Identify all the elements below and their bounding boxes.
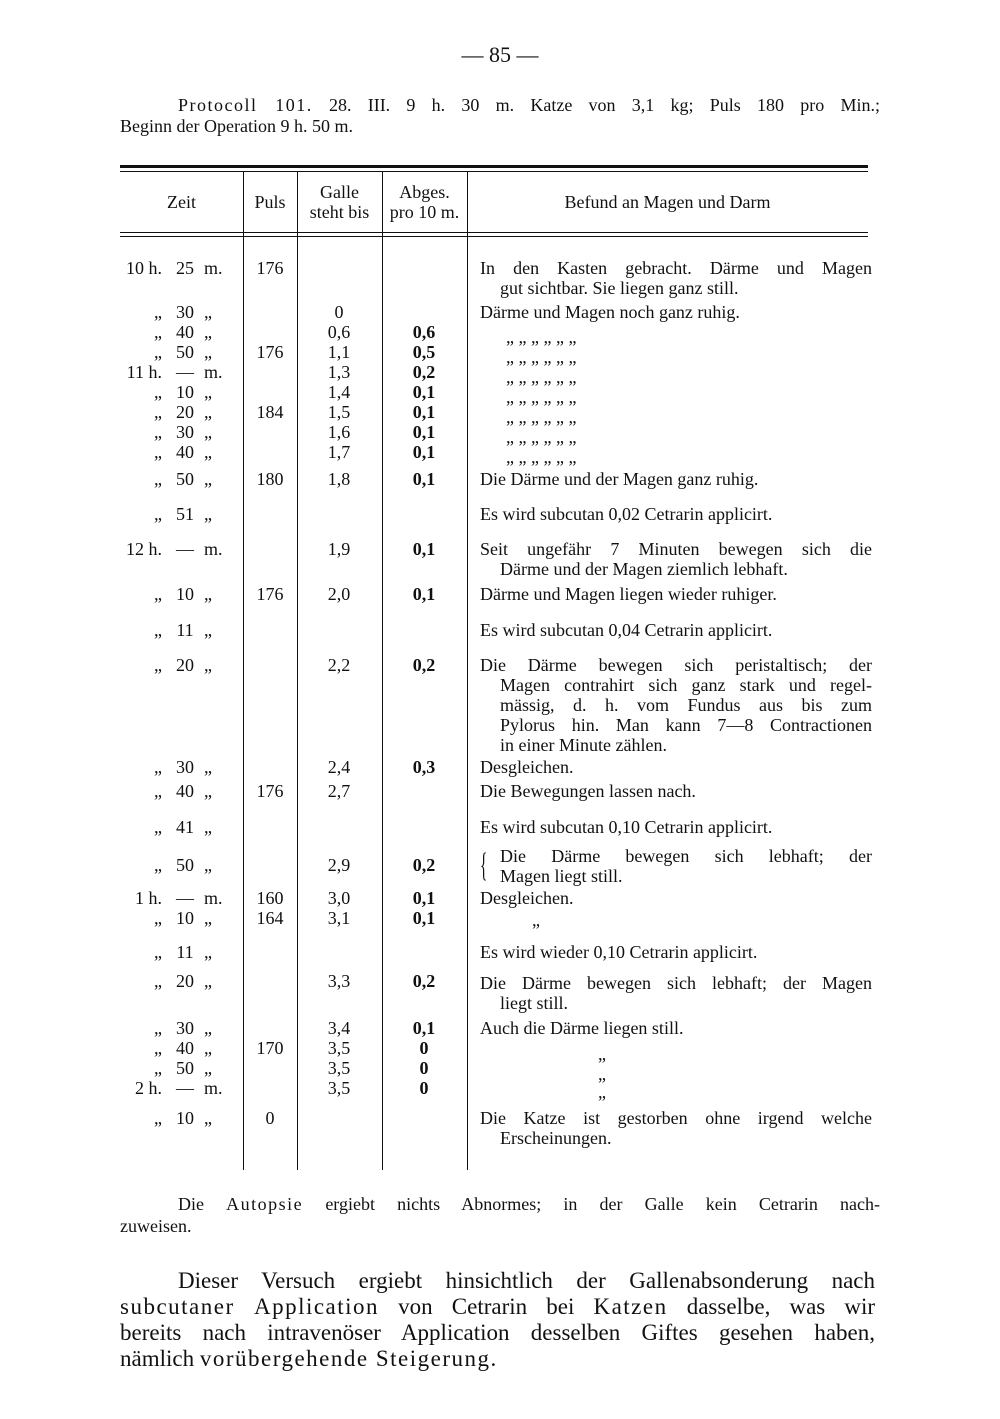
time-hour: „ [154, 781, 162, 801]
time-unit: „ [204, 757, 212, 777]
time-minute: 40 [176, 442, 194, 462]
pulse-value: 176 [256, 342, 284, 362]
ditto-marks: „ „ „ „ „ „ [506, 367, 577, 387]
time-unit: „ [204, 469, 212, 489]
ditto-marks: „ „ „ „ „ „ [506, 447, 577, 467]
bile-level-value: 3,0 [327, 888, 351, 908]
bile-level-value: 2,0 [327, 584, 351, 604]
table-header-rule-thin [120, 236, 868, 237]
ditto-marks: „ „ „ „ „ „ [506, 407, 577, 427]
autopsy-word: Autopsie [226, 1194, 304, 1214]
time-minute: 30 [176, 757, 194, 777]
ditto-marks: „ „ „ „ „ „ [506, 387, 577, 407]
header-abges-line1: Abges. [399, 182, 450, 202]
time-minute: 50 [176, 469, 194, 489]
header-zeit: Zeit [167, 192, 196, 212]
secreted-per-10min-value: 0,2 [412, 855, 436, 875]
time-hour: „ [154, 584, 162, 604]
header-galle-line2: steht bis [309, 202, 370, 222]
secreted-per-10min-value: 0,1 [412, 382, 436, 402]
time-minute: 20 [176, 655, 194, 675]
time-unit: „ [204, 655, 212, 675]
time-unit: „ [204, 504, 212, 524]
secreted-per-10min-value: 0,2 [412, 362, 436, 382]
time-minute: 20 [176, 971, 194, 991]
time-unit: „ [204, 442, 212, 462]
bile-level-value: 3,1 [327, 908, 351, 928]
bile-level-value: 1,5 [327, 402, 351, 422]
time-minute: 41 [176, 817, 194, 837]
bile-level-value: 3,5 [327, 1058, 351, 1078]
ditto-mark: „ [598, 1082, 606, 1102]
finding-entry: Die Därme und der Magen ganz ruhig. [480, 469, 759, 489]
time-minute: 30 [176, 302, 194, 322]
secreted-per-10min-value: 0,1 [412, 539, 436, 559]
time-minute: 11 [176, 620, 194, 640]
time-unit: „ [204, 942, 212, 962]
finding-entry: Desgleichen. [480, 757, 574, 777]
time-minute: 50 [176, 855, 194, 875]
time-minute: 30 [176, 422, 194, 442]
finding-text: Magen contrahirt sich ganz stark und regel- [500, 675, 872, 695]
pulse-value: 164 [256, 908, 284, 928]
protocol-number: Protocoll 101. [178, 95, 313, 115]
time-hour: „ [154, 655, 162, 675]
time-unit: „ [204, 342, 212, 362]
summary-paragraph [120, 1268, 875, 1372]
pulse-value: 180 [256, 469, 284, 489]
time-hour: „ [154, 817, 162, 837]
secreted-per-10min-value: 0,1 [412, 584, 436, 604]
time-unit: m. [204, 362, 223, 382]
bile-level-value: 2,4 [327, 757, 351, 777]
pulse-value: 176 [256, 584, 284, 604]
time-unit: m. [204, 888, 223, 908]
time-hour: „ [154, 342, 162, 362]
time-unit: „ [204, 422, 212, 442]
column-divider [243, 172, 244, 1170]
ditto-mark: „ [532, 910, 540, 930]
time-unit: „ [204, 817, 212, 837]
table-top-rule-thin [120, 171, 868, 172]
time-hour: „ [154, 422, 162, 442]
bile-level-value: 1,1 [327, 342, 351, 362]
ditto-marks: „ „ „ „ „ „ [506, 327, 577, 347]
time-hour: „ [154, 971, 162, 991]
time-unit: „ [204, 908, 212, 928]
finding-text: mässig, d. h. vom Fundus aus bis zum [500, 695, 872, 715]
time-hour: „ [154, 302, 162, 322]
pulse-value: 176 [256, 781, 284, 801]
time-hour: „ [154, 757, 162, 777]
time-hour: „ [154, 942, 162, 962]
protocol-header [120, 95, 880, 137]
secreted-per-10min-value: 0,5 [412, 342, 436, 362]
secreted-per-10min-value: 0,3 [412, 757, 436, 777]
column-divider [382, 172, 383, 1170]
finding-text: Seit ungefähr 7 Minuten bewegen sich die [480, 539, 872, 559]
finding-text: Die Därme bewegen sich peristaltisch; der [480, 655, 872, 675]
ditto-mark: „ [598, 1044, 606, 1064]
time-unit: „ [204, 302, 212, 322]
bile-level-value: 1,9 [327, 539, 351, 559]
finding-entry [480, 973, 872, 1013]
ditto-mark: „ [598, 1064, 606, 1084]
ditto-marks: „ „ „ „ „ „ [506, 427, 577, 447]
time-unit: m. [204, 258, 223, 278]
finding-entry: Därme und Magen liegen wieder ruhiger. [480, 584, 777, 604]
finding-text: Pylorus hin. Man kann 7—8 Contractionen [500, 715, 872, 735]
header-befund: Befund an Magen und Darm [564, 192, 771, 212]
time-unit: „ [204, 402, 212, 422]
bile-level-value: 2,2 [327, 655, 351, 675]
summary-emphasis: vorübergehende Steigerung. [199, 1346, 498, 1371]
finding-entry [480, 539, 872, 579]
time-unit: m. [204, 1078, 223, 1098]
summary-text: nämlich [120, 1346, 195, 1371]
time-minute: 20 [176, 402, 194, 422]
time-hour: „ [154, 1038, 162, 1058]
finding-entry: Auch die Därme liegen still. [480, 1018, 684, 1038]
bile-level-value: 1,6 [327, 422, 351, 442]
time-unit: „ [204, 1038, 212, 1058]
pulse-value: 160 [256, 888, 284, 908]
time-unit: „ [204, 971, 212, 991]
bile-level-value: 1,3 [327, 362, 351, 382]
finding-text: in einer Minute zählen. [500, 735, 667, 755]
finding-text: Die Därme bewegen sich lebhaft; der Magen [480, 973, 872, 993]
bile-level-value: 2,7 [327, 781, 351, 801]
autopsy-note-text: zuweisen. [120, 1216, 192, 1236]
bile-level-value: 3,4 [327, 1018, 351, 1038]
bile-level-value: 3,5 [327, 1078, 351, 1098]
secreted-per-10min-value: 0,1 [412, 469, 436, 489]
finding-entry [480, 1108, 872, 1148]
finding-text: Erscheinungen. [500, 1128, 612, 1148]
protocol-operation-start: Beginn der Operation 9 h. 50 m. [120, 116, 353, 136]
header-puls: Puls [254, 192, 286, 212]
time-minute: 40 [176, 781, 194, 801]
autopsy-note-text: ergiebt nichts Abnormes; in der Galle kein Cetrarin nach- [325, 1194, 881, 1214]
secreted-per-10min-value: 0 [419, 1078, 429, 1098]
bile-level-value: 0 [334, 302, 344, 322]
bile-level-value: 1,4 [327, 382, 351, 402]
time-hour: 10 h. [126, 258, 162, 278]
finding-text: Magen liegt still. [500, 866, 623, 886]
time-unit: „ [204, 855, 212, 875]
column-divider [297, 172, 298, 1170]
secreted-per-10min-value: 0,1 [412, 908, 436, 928]
finding-entry [480, 846, 872, 886]
time-hour: „ [154, 402, 162, 422]
finding-entry: Desgleichen. [480, 888, 574, 908]
time-unit: „ [204, 382, 212, 402]
summary-line: Dieser Versuch ergiebt hinsichtlich der Gallenabsonderung nach [178, 1268, 875, 1293]
time-minute: 11 [176, 942, 194, 962]
time-minute: 10 [176, 382, 194, 402]
finding-entry: Es wird subcutan 0,02 Cetrarin applicirt. [480, 504, 773, 524]
header-galle [297, 182, 382, 222]
summary-line: bereits nach intravenöser Application desselben Giftes gesehen haben, [120, 1320, 875, 1345]
ditto-marks: „ „ „ „ „ „ [506, 347, 577, 367]
time-minute: 10 [176, 584, 194, 604]
pulse-value: 170 [256, 1038, 284, 1058]
bile-level-value: 2,9 [327, 855, 351, 875]
header-galle-line1: Galle [320, 182, 359, 202]
finding-text: liegt still. [500, 993, 569, 1013]
summary-emphasis: subcutaner Application [120, 1294, 380, 1319]
page-number: — 85 — [461, 42, 539, 67]
time-hour: 2 h. [135, 1078, 162, 1098]
time-unit: „ [204, 1018, 212, 1038]
summary-text: von Cetrarin bei [398, 1294, 575, 1319]
time-minute: 10 [176, 908, 194, 928]
secreted-per-10min-value: 0,1 [412, 1018, 436, 1038]
header-abges-line2: pro 10 m. [389, 202, 460, 222]
pulse-value: 184 [256, 402, 284, 422]
time-hour: „ [154, 620, 162, 640]
secreted-per-10min-value: 0,6 [412, 322, 436, 342]
time-unit: „ [204, 1108, 212, 1128]
finding-entry [480, 655, 872, 755]
time-hour: „ [154, 855, 162, 875]
time-unit: m. [204, 539, 223, 559]
time-minute: 40 [176, 1038, 194, 1058]
finding-text: In den Kasten gebracht. Därme und Magen [480, 258, 872, 278]
time-hour: „ [154, 504, 162, 524]
summary-line [120, 1346, 875, 1372]
finding-entry: Es wird subcutan 0,10 Cetrarin applicirt. [480, 817, 773, 837]
time-hour: „ [154, 469, 162, 489]
secreted-per-10min-value: 0,2 [412, 655, 436, 675]
time-unit: „ [204, 1058, 212, 1078]
time-minute: 40 [176, 322, 194, 342]
time-hour: „ [154, 908, 162, 928]
time-minute: — [176, 539, 194, 559]
finding-entry: Es wird subcutan 0,04 Cetrarin applicirt. [480, 620, 773, 640]
finding-text: Die Katze ist gestorben ohne irgend welche [480, 1108, 872, 1128]
summary-line [120, 1294, 875, 1320]
summary-text: dasselbe, was wir [686, 1294, 876, 1319]
bile-level-value: 3,3 [327, 971, 351, 991]
time-minute: 50 [176, 342, 194, 362]
time-hour: „ [154, 442, 162, 462]
finding-entry: Es wird wieder 0,10 Cetrarin applicirt. [480, 942, 758, 962]
table-top-rule [120, 165, 868, 168]
time-hour: 1 h. [135, 888, 162, 908]
autopsy-note [120, 1193, 880, 1237]
time-minute: — [176, 888, 194, 908]
pulse-value: 176 [256, 258, 284, 278]
time-minute: 10 [176, 1108, 194, 1128]
finding-entry [480, 258, 872, 298]
time-unit: „ [204, 584, 212, 604]
column-divider [467, 172, 468, 1170]
finding-entry: Därme und Magen noch ganz ruhig. [480, 302, 740, 322]
time-minute: 25 [176, 258, 194, 278]
time-minute: 50 [176, 1058, 194, 1078]
time-minute: — [176, 1078, 194, 1098]
time-unit: „ [204, 322, 212, 342]
secreted-per-10min-value: 0,1 [412, 442, 436, 462]
autopsy-note-text: Die [178, 1194, 204, 1214]
time-minute: 30 [176, 1018, 194, 1038]
secreted-per-10min-value: 0 [419, 1038, 429, 1058]
time-hour: „ [154, 1108, 162, 1128]
protocol-date: 28. III. 9 h. 30 m. [328, 95, 515, 115]
brace-icon: { [480, 847, 488, 884]
time-minute: — [176, 362, 194, 382]
bile-level-value: 1,7 [327, 442, 351, 462]
summary-emphasis: Katzen [593, 1294, 668, 1319]
bile-level-value: 1,8 [327, 469, 351, 489]
finding-text: gut sichtbar. Sie liegen ganz still. [500, 278, 739, 298]
time-unit: „ [204, 620, 212, 640]
finding-text: Die Därme bewegen sich lebhaft; der [500, 846, 872, 866]
time-minute: 51 [176, 504, 194, 524]
bile-level-value: 3,5 [327, 1038, 351, 1058]
time-hour: „ [154, 322, 162, 342]
time-hour: „ [154, 1058, 162, 1078]
time-hour: „ [154, 1018, 162, 1038]
protocol-subject: Katze von 3,1 kg; Puls 180 pro Min.; [530, 95, 880, 115]
bile-level-value: 0,6 [327, 322, 351, 342]
secreted-per-10min-value: 0,2 [412, 971, 436, 991]
secreted-per-10min-value: 0 [419, 1058, 429, 1078]
time-hour: 12 h. [126, 539, 162, 559]
pulse-value: 0 [265, 1108, 275, 1128]
secreted-per-10min-value: 0,1 [412, 402, 436, 422]
header-abges [382, 182, 467, 222]
finding-text: Därme und der Magen ziemlich lebhaft. [500, 559, 788, 579]
secreted-per-10min-value: 0,1 [412, 888, 436, 908]
time-hour: 11 h. [126, 362, 162, 382]
time-hour: „ [154, 382, 162, 402]
secreted-per-10min-value: 0,1 [412, 422, 436, 442]
table-header-rule [120, 232, 868, 233]
finding-entry: Die Bewegungen lassen nach. [480, 781, 696, 801]
time-unit: „ [204, 781, 212, 801]
